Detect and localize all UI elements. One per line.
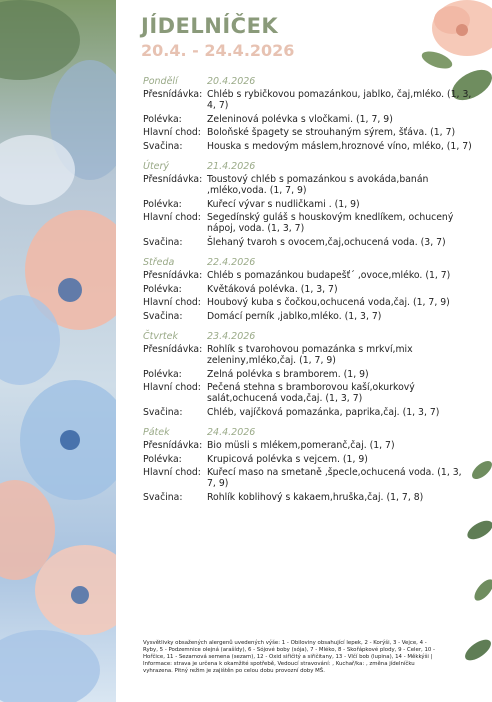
meal-label: Svačina: bbox=[143, 236, 183, 248]
day-date: 22.4.2026 bbox=[207, 256, 256, 268]
day-date: 21.4.2026 bbox=[207, 160, 256, 172]
meal-label: Přesnídávka: bbox=[143, 173, 203, 185]
meal-description: Houska s medovým máslem,hroznové víno, mléko, (1, 7) bbox=[207, 141, 472, 153]
meal-description: Kuřecí maso na smetaně ,špecle,ochucená voda. (1, 3, 7, 9) bbox=[207, 467, 462, 490]
day-date: 23.4.2026 bbox=[207, 330, 256, 342]
meal-description: Bio müsli s mlékem,pomeranč,čaj. (1, 7) bbox=[207, 439, 395, 451]
day-header bbox=[143, 255, 473, 268]
meal-row bbox=[143, 441, 473, 452]
meal-label: Přesnídávka: bbox=[143, 269, 203, 281]
meal-description: Šlehaný tvaroh s ovocem,čaj,ochucená voda. (3, 7) bbox=[207, 236, 446, 248]
meal-row bbox=[143, 468, 473, 490]
meal-row bbox=[143, 285, 473, 296]
day-date: 20.4.2026 bbox=[207, 76, 256, 87]
day-name: Pondělí bbox=[143, 76, 178, 87]
meal-description: Krupicová polévka s vejcem. (1, 9) bbox=[207, 453, 368, 465]
day-header bbox=[143, 74, 473, 87]
meal-description: Květáková polévka. (1, 3, 7) bbox=[207, 283, 338, 295]
meal-description: Chléb s rybičkovou pomazánkou, jablko, čaj,mléko. (1, 3, 4, 7) bbox=[207, 89, 472, 111]
meal-label: Přesnídávka: bbox=[143, 439, 203, 451]
meal-label: Polévka: bbox=[143, 368, 182, 380]
meal-row bbox=[143, 455, 473, 466]
meal-row bbox=[143, 312, 473, 323]
meal-label: Hlavní chod: bbox=[143, 127, 201, 139]
day-name: Čtvrtek bbox=[143, 330, 178, 342]
meal-label: Hlavní chod: bbox=[143, 467, 201, 479]
meal-row bbox=[143, 142, 473, 153]
day-name: Středa bbox=[143, 256, 175, 268]
allergen-footnote: Vysvětlivky obsažených alergenů uvedených výše: 1 - Obiloviny obsahující lepek, 2 - Korýši, 3 - Vejce, 4 - Ryby, 5 - Podzemnice olejná (arašídy), 6 - Sójové boby (sója), 7 - Mléko, 8 - Skořápkové plody, 9 - Celer, 10 - Hořčice, 11 - Sezamová semena (sezam), 12 - Oxid siřičitý a siřičitany, 13 - Vlčí bob (lupina), 14 - Měkkýši | Informace: strava je určena k okamžité spotřebě, Vedoucí stravování: , Kuchař/ka: , změna jídelníčku vyhrazena. Pitný režim je zajištěn po celou dobu provozní doby MŠ. bbox=[143, 640, 435, 674]
meal-description: Chléb, vajíčková pomazánka, paprika,čaj. (1, 3, 7) bbox=[207, 406, 440, 418]
meal-description: Houbový kuba s čočkou,ochucená voda,čaj. (1, 7, 9) bbox=[207, 297, 450, 309]
meal-row bbox=[143, 90, 473, 112]
meal-description: Rohlík koblihový s kakaem,hruška,čaj. (1, 7, 8) bbox=[207, 491, 424, 503]
meal-row bbox=[143, 271, 473, 282]
meal-row bbox=[143, 115, 473, 126]
meal-row bbox=[143, 298, 473, 309]
day-name: Úterý bbox=[143, 160, 170, 172]
day-header bbox=[143, 159, 473, 172]
meal-description: Segedínský guláš s houskovým knedlíkem, ochucený nápoj, voda. (1, 3, 7) bbox=[207, 212, 454, 235]
day-section bbox=[143, 329, 473, 419]
floral-illustration bbox=[0, 0, 116, 702]
meal-description: Chléb s pomazánkou budapešť´ ,ovoce,mléko. (1, 7) bbox=[207, 269, 451, 281]
meal-label: Polévka: bbox=[143, 113, 182, 125]
meal-label: Polévka: bbox=[143, 283, 182, 295]
meal-label: Svačina: bbox=[143, 491, 183, 503]
weekly-menu bbox=[143, 74, 473, 510]
date-range: 20.4. - 24.4.2026 bbox=[141, 41, 295, 60]
meal-row bbox=[143, 383, 473, 405]
meal-row bbox=[143, 238, 473, 249]
meal-description: Zeleninová polévka s vločkami. (1, 7, 9) bbox=[207, 113, 393, 125]
day-section bbox=[143, 255, 473, 323]
meal-description: Domácí perník ,jablko,mléko. (1, 3, 7) bbox=[207, 311, 382, 323]
meal-label: Přesnídávka: bbox=[143, 343, 203, 355]
meal-description: Kuřecí vývar s nudličkami . (1, 9) bbox=[207, 198, 360, 210]
meal-description: Zelná polévka s bramborem. (1, 9) bbox=[207, 368, 369, 380]
meal-label: Přesnídávka: bbox=[143, 89, 203, 100]
meal-row bbox=[143, 213, 473, 235]
meal-row bbox=[143, 200, 473, 211]
meal-label: Hlavní chod: bbox=[143, 382, 201, 394]
meal-description: Pečená stehna s bramborovou kaší,okurkový salát,ochucená voda,čaj. (1, 3, 7) bbox=[207, 382, 415, 405]
day-date: 24.4.2026 bbox=[207, 426, 256, 438]
meal-row bbox=[143, 345, 473, 367]
meal-row bbox=[143, 175, 473, 197]
meal-label: Polévka: bbox=[143, 198, 182, 210]
day-name: Pátek bbox=[143, 426, 170, 438]
day-section bbox=[143, 425, 473, 504]
day-header bbox=[143, 329, 473, 342]
day-header bbox=[143, 425, 473, 438]
meal-label: Hlavní chod: bbox=[143, 212, 201, 224]
meal-description: Toustový chléb s pomazánkou s avokáda,banán ,mléko,voda. (1, 7, 9) bbox=[207, 173, 429, 196]
meal-label: Hlavní chod: bbox=[143, 297, 201, 309]
meal-description: Rohlík s tvarohovou pomazánka s mrkví,mix zeleniny,mléko,čaj. (1, 7, 9) bbox=[207, 343, 413, 366]
meal-row bbox=[143, 370, 473, 381]
meal-row bbox=[143, 493, 473, 504]
meal-label: Svačina: bbox=[143, 311, 183, 323]
meal-description: Boloňské špagety se strouhaným sýrem, šťáva. (1, 7) bbox=[207, 127, 456, 139]
meal-row bbox=[143, 408, 473, 419]
meal-label: Svačina: bbox=[143, 141, 183, 153]
meal-label: Polévka: bbox=[143, 453, 182, 465]
floral-decoration-left bbox=[0, 0, 116, 702]
menu-title: JÍDELNÍČEK bbox=[141, 14, 279, 38]
day-section bbox=[143, 74, 473, 153]
day-section bbox=[143, 159, 473, 249]
meal-row bbox=[143, 128, 473, 139]
meal-label: Svačina: bbox=[143, 406, 183, 418]
